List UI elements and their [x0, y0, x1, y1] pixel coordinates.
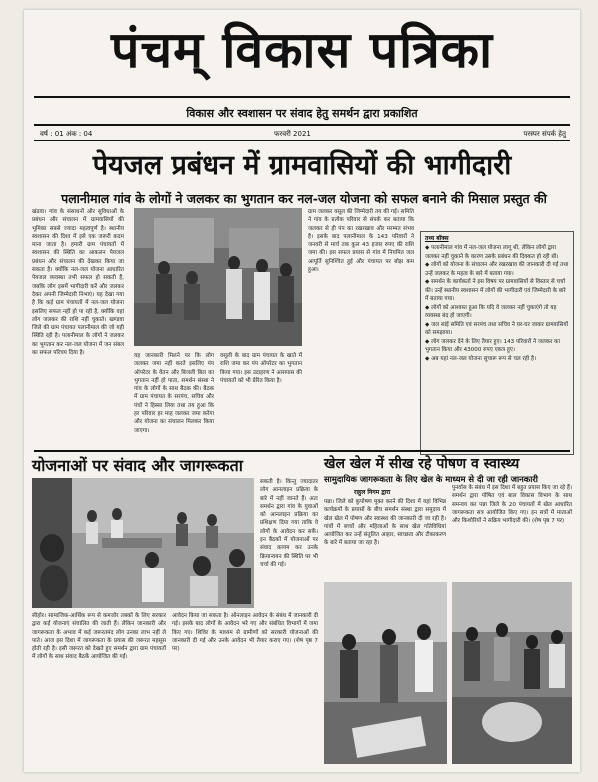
facts-item: ◆ समर्थन के कार्यकर्ता ने इस विषय पर ग्रामवासियों से विस्तार से चर्चा की। उन्हें स्थानीय स्वशासन में लोगों की भागीदारी एवं जिम्मेदारी के बारे में बताया गया।: [425, 279, 566, 302]
left-story-photo-image: [32, 478, 254, 608]
right-story-subhead: सामुदायिक जागरूकता के लिए खेल के माध्यम से दी जा रही जानकारी: [324, 474, 538, 484]
issue-number: वर्ष : 01 अंक : 04: [40, 130, 93, 138]
lead-photo-image: [134, 208, 302, 346]
lead-column-2: यह जानकारी मिलने पर कि लोग जलकर जमा नहीं करते इसलिए पंप ऑपरेटर के वेतन और बिजली बिल का भुगतान नहीं हो पाता, समर्थन संस्था ने गांव के लोगों के साथ बैठक की। बैठक में ग्राम पंचायत के सरपंच, सचिव और पंचों ने हिस्सा लिया तथा तय हुआ कि हर परिवार हर माह जलकर जमा करेगा और योजना का संचालन मिलकर किया जाएगा।: [134, 353, 214, 434]
lead-column-1: खंडवा। गांव के संसाधनों और सुविधाओं के प्रबंधन और संचालन में ग्रामवासियों की भूमिका सबसे ज्यादा महत्वपूर्ण है। स्थानीय स्वशासन की दिशा में इसे एक जरूरी कदम माना जाता है। हमारी ग्राम पंचायतों में स्वशासन की स्थिति का आकलन पेयजल प्रबंधन और संचालन की देखकर किया जा सकता है। क्योंकि नल-जल योजना आधारित पेयजल व्यवस्था तभी सफल हो सकती है, जबकि लोग इसमें भागीदारी करें और जलकर देकर अपनी जिम्मेदारी निभाएं। यह देखा गया है कि कई ग्राम पंचायतों में नल-जल योजना इसलिए सफल नहीं हो पा रही है, क्योंकि वहां लोग जलकर की राशि नहीं चुकाते। खण्डवा जिले की ग्राम पंचायत पलानीमाल की जो यही स्थिति रही है। पलानीमाल के लोगों ने जलकर का भुगतान कर नल-जल योजना में जन संबल का सफल परिचय दिया है।: [32, 209, 124, 357]
right-story-column-2: पुनर्वास के संबंध में इस दिशा में बहुत प्रयास किए जा रहे हैं। समर्थन द्वारा पोषित एवं बाल विकास विभाग के साथ समन्वय कर पन्ना जिले के 20 पंचायतों में खेल आधारित जागरूकता सत्र आयोजित किए गए। इन सत्रों में माताओं और किशोरियों ने सक्रिय भागीदारी की। (शेष पृष्ठ 7 पर): [452, 485, 572, 525]
left-story-column-2: सकती है। किन्तु ज्यादातर लोग आनलाइन प्रक्रिया के बारे में नहीं जानते हैं। अतः समर्थन द्वारा गांव के युवाओं को आनलाइन प्रक्रिया का प्रशिक्षण दिया गया ताकि वे लोगों के आवेदन कर सकें। इन बैठकों में योजनाओं पर संवाद कायम कर उनके क्रियान्वयन की स्थिति पर भी चर्चा की गई।: [260, 479, 318, 568]
left-story-headline: योजनाओं पर संवाद और जागरूकता: [32, 456, 243, 475]
right-story-byline: राहुल निगम द्वारा: [354, 489, 391, 496]
right-story-photo-2: [452, 582, 572, 764]
lead-subhead: पलानीमाल गांव के लोगों ने जलकर का भुगतान कर नल-जल योजना को सफल बनाने की मिसाल प्रस्तुत की: [61, 191, 547, 206]
lead-headline: पेयजल प्रबंधन में ग्रामवासियों की भागीदारी: [92, 150, 512, 181]
section-rule: [34, 450, 570, 452]
right-story-photo-1: [324, 582, 447, 764]
lead-column-3: ग्राम जलकर वसूल की जिम्मेदारी तय की गई। समिति ने गांव के प्रत्येक परिवार से संपर्क कर बताया कि जलकर से ही पंप का रखरखाव और मरम्मत संभव है। इसके बाद पलानीमाल के 143 परिवारों ने जनवरी से मार्च तक कुल 43 हजार रुपए की राशि जमा की। इस सफल प्रयास से गांव में नियमित जल आपूर्ति सुनिश्चित हुई और पंचायत पर बोझ कम हुआ।: [308, 209, 414, 274]
facts-box: [420, 231, 574, 455]
lead-column-4: वसूली के बाद ग्राम पंचायत के खाते में राशि जमा कर पंप ऑपरेटर का भुगतान किया गया। इस उदाहरण ने आसपास की पंचायतों को भी प्रेरित किया है।: [220, 353, 302, 384]
right-story-photo-2-image: [452, 582, 572, 764]
masthead-tagline: विकास और स्वशासन पर संवाद हेतु समर्थन द्वारा प्रकाशित: [186, 107, 418, 120]
masthead-rule: [34, 96, 570, 98]
facts-box-body: [425, 244, 569, 452]
issue-date: फरवरी 2021: [274, 130, 311, 138]
facts-item: ◆ अब यहां नल-जल योजना सुचारू रूप से चल रही है।: [425, 355, 537, 362]
facts-item: ◆ जल सांई समिति एवं सरपंच तथा सचिव ने घर-घर जाकर ग्रामवासियों को समझाया।: [425, 321, 569, 336]
facts-box-title: तथ्य बॉक्स: [425, 235, 449, 242]
lead-photo: [134, 208, 302, 346]
issue-rule: [34, 140, 570, 141]
facts-item: ◆ लोगों को आश्वस्त हुआ कि यदि वे जलकर नहीं चुकाएंगे तो यह व्यवस्था बंद हो जाएगी।: [425, 304, 557, 319]
right-story-column-1: पन्ना। जिले को कुपोषण मुक्त करने की दिशा में यहां विभिन्न कार्यक्रमों के प्रयासों के बीच समर्थन संस्था द्वारा समुदाय में खेल खेल में पोषण और स्वास्थ्य की जानकारी दी जा रही है। गांवों में बच्चों और महिलाओं के साथ खेल गतिविधियां आयोजित कर उन्हें संतुलित आहार, स्वच्छता और टीकाकरण के बारे में बताया जा रहा है।: [324, 499, 446, 547]
masthead-title: पंचम् विकास पत्रिका: [110, 21, 494, 79]
newspaper-page: [24, 10, 580, 772]
left-story-photo: [32, 478, 254, 608]
issue-tag: परस्पर संपर्क हेतु: [523, 130, 566, 138]
right-story-photo-1-image: [324, 582, 447, 764]
left-story-column-3: आवेदन किया जा सकता है। ऑनलाइन आवेदन के संबंध में जानकारी दी गई। इसके बाद लोगों के आवेदन भरे गए और संबंधित विभागों में जमा किए गए। शिविर के माध्यम से ग्रामीणों को सरकारी योजनाओं की जानकारी दी गई और उनके आवेदन भी तैयार कराए गए। (शेष पृष्ठ 7 पर): [172, 613, 318, 653]
tagline-rule: [34, 124, 570, 126]
facts-item: ◆ लोग जलकर देने के लिए तैयार हुए। 143 परिवारों ने जलकर का भुगतान किया और 43000 रुपए एकत्र हुए।: [425, 338, 560, 353]
right-story-headline: खेल खेल में सीख रहे पोषण व स्वास्थ्य: [324, 456, 520, 472]
left-story-column-1: सीहोर। सामाजिक-आर्थिक रूप से कमजोर तबकों के लिए सरकार द्वारा कई योजनाएं संचालित की जाती हैं। लेकिन जानकारी और जागरूकता के अभाव में कई जरूरतमंद लोग उनका लाभ नहीं ले पाते। आज इस दिशा में जागरूकता के प्रयास की जरूरत महसूस होती रही है। इसी जरूरत को देखते हुए समर्थन द्वारा ग्राम पंचायतों में लोगों के साथ संवाद बैठकें आयोजित की गईं।: [32, 613, 166, 661]
facts-item: ◆ लोगों को योजना के संचालन और रखरखाव की जानकारी दी गई तथा उन्हें जलकर के महत्व के बारे में बताया गया।: [425, 262, 569, 277]
facts-item: ◆ पलानीमाल गांव में नल-जल योजना लागू थी, लेकिन लोगों द्वारा जलकर नहीं चुकाने के कारण उसके प्रबंधन की दिक्कत हो रही थी।: [425, 245, 559, 260]
